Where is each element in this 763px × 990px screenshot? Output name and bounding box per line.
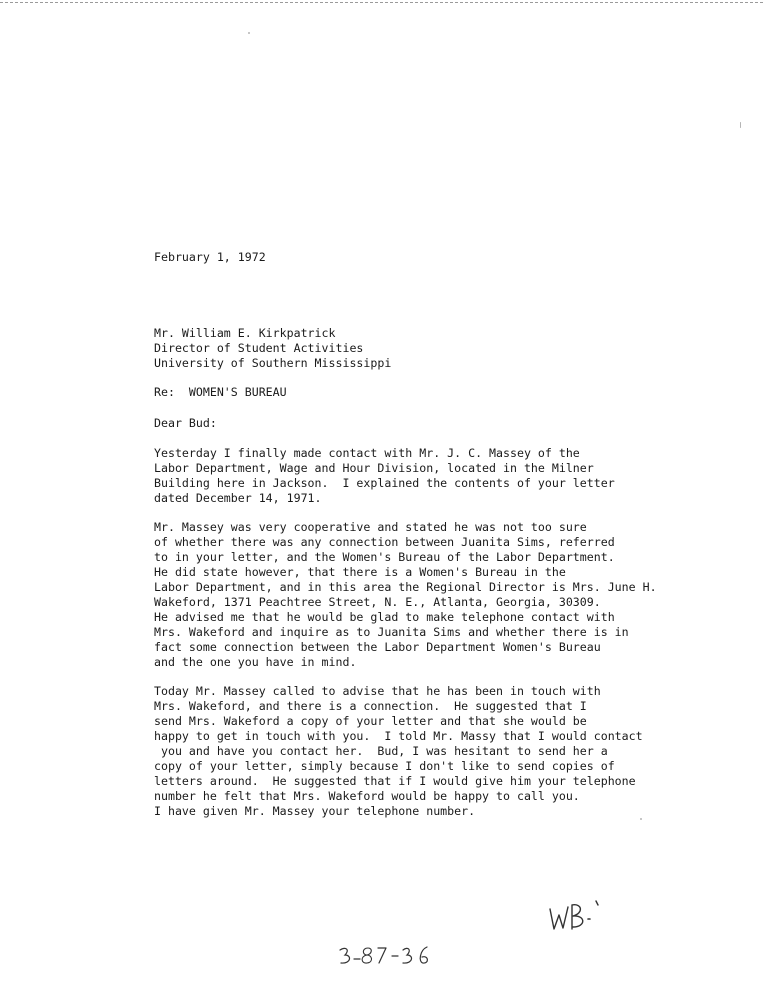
body-line: Labor Department, Wage and Hour Division, located in the Milner bbox=[154, 461, 594, 475]
scan-speck bbox=[740, 122, 741, 128]
body-line: He did state however, that there is a Women's Bureau in the bbox=[154, 565, 566, 579]
body-line: to in your letter, and the Women's Bureau of the Labor Department. bbox=[154, 550, 615, 564]
body-line: and the one you have in mind. bbox=[154, 655, 357, 669]
body-line: Labor Department, and in this area the Regional Director is Mrs. June H. bbox=[154, 580, 657, 594]
body-line: letters around. He suggested that if I would give him your telephone bbox=[154, 774, 636, 788]
letter-date: February 1, 1972 bbox=[154, 250, 266, 264]
body-line: Building here in Jackson. I explained the contents of your letter bbox=[154, 476, 615, 490]
recipient-title: Director of Student Activities bbox=[154, 341, 364, 355]
subject-line: Re: WOMEN'S BUREAU bbox=[154, 385, 287, 399]
handwritten-reference-number bbox=[336, 942, 436, 970]
salutation: Dear Bud: bbox=[154, 416, 217, 430]
body-line: send Mrs. Wakeford a copy of your letter and that she would be bbox=[154, 714, 587, 728]
scan-speck bbox=[640, 818, 642, 820]
body-line: Yesterday I finally made contact with Mr. J. C. Massey of the bbox=[154, 446, 580, 460]
body-line: you and have you contact her. Bud, I was hesitant to send her a bbox=[154, 744, 608, 758]
body-line: happy to get in touch with you. I told Mr. Massy that I would contact bbox=[154, 729, 643, 743]
body-line: Mrs. Wakeford and inquire as to Juanita Sims and whether there is in bbox=[154, 625, 629, 639]
body-line: Wakeford, 1371 Peachtree Street, N. E., Atlanta, Georgia, 30309. bbox=[154, 595, 601, 609]
body-line: copy of your letter, simply because I don't like to send copies of bbox=[154, 759, 615, 773]
page-top-border bbox=[0, 2, 763, 3]
body-line: dated December 14, 1971. bbox=[154, 491, 322, 505]
recipient-institution: University of Southern Mississippi bbox=[154, 356, 392, 370]
scan-speck bbox=[248, 32, 250, 34]
body-line: number he felt that Mrs. Wakeford would be happy to call you. bbox=[154, 789, 580, 803]
body-line: of whether there was any connection between Juanita Sims, referred bbox=[154, 535, 615, 549]
body-line: Mr. Massey was very cooperative and stated he was not too sure bbox=[154, 520, 587, 534]
body-line: Today Mr. Massey called to advise that he has been in touch with bbox=[154, 684, 601, 698]
body-line: Mrs. Wakeford, and there is a connection. He suggested that I bbox=[154, 699, 587, 713]
body-line: fact some connection between the Labor Department Women's Bureau bbox=[154, 640, 601, 654]
body-line: He advised me that he would be glad to make telephone contact with bbox=[154, 610, 615, 624]
handwritten-initials bbox=[546, 895, 610, 939]
body-line: I have given Mr. Massey your telephone number. bbox=[154, 804, 476, 818]
recipient-name: Mr. William E. Kirkpatrick bbox=[154, 326, 336, 340]
